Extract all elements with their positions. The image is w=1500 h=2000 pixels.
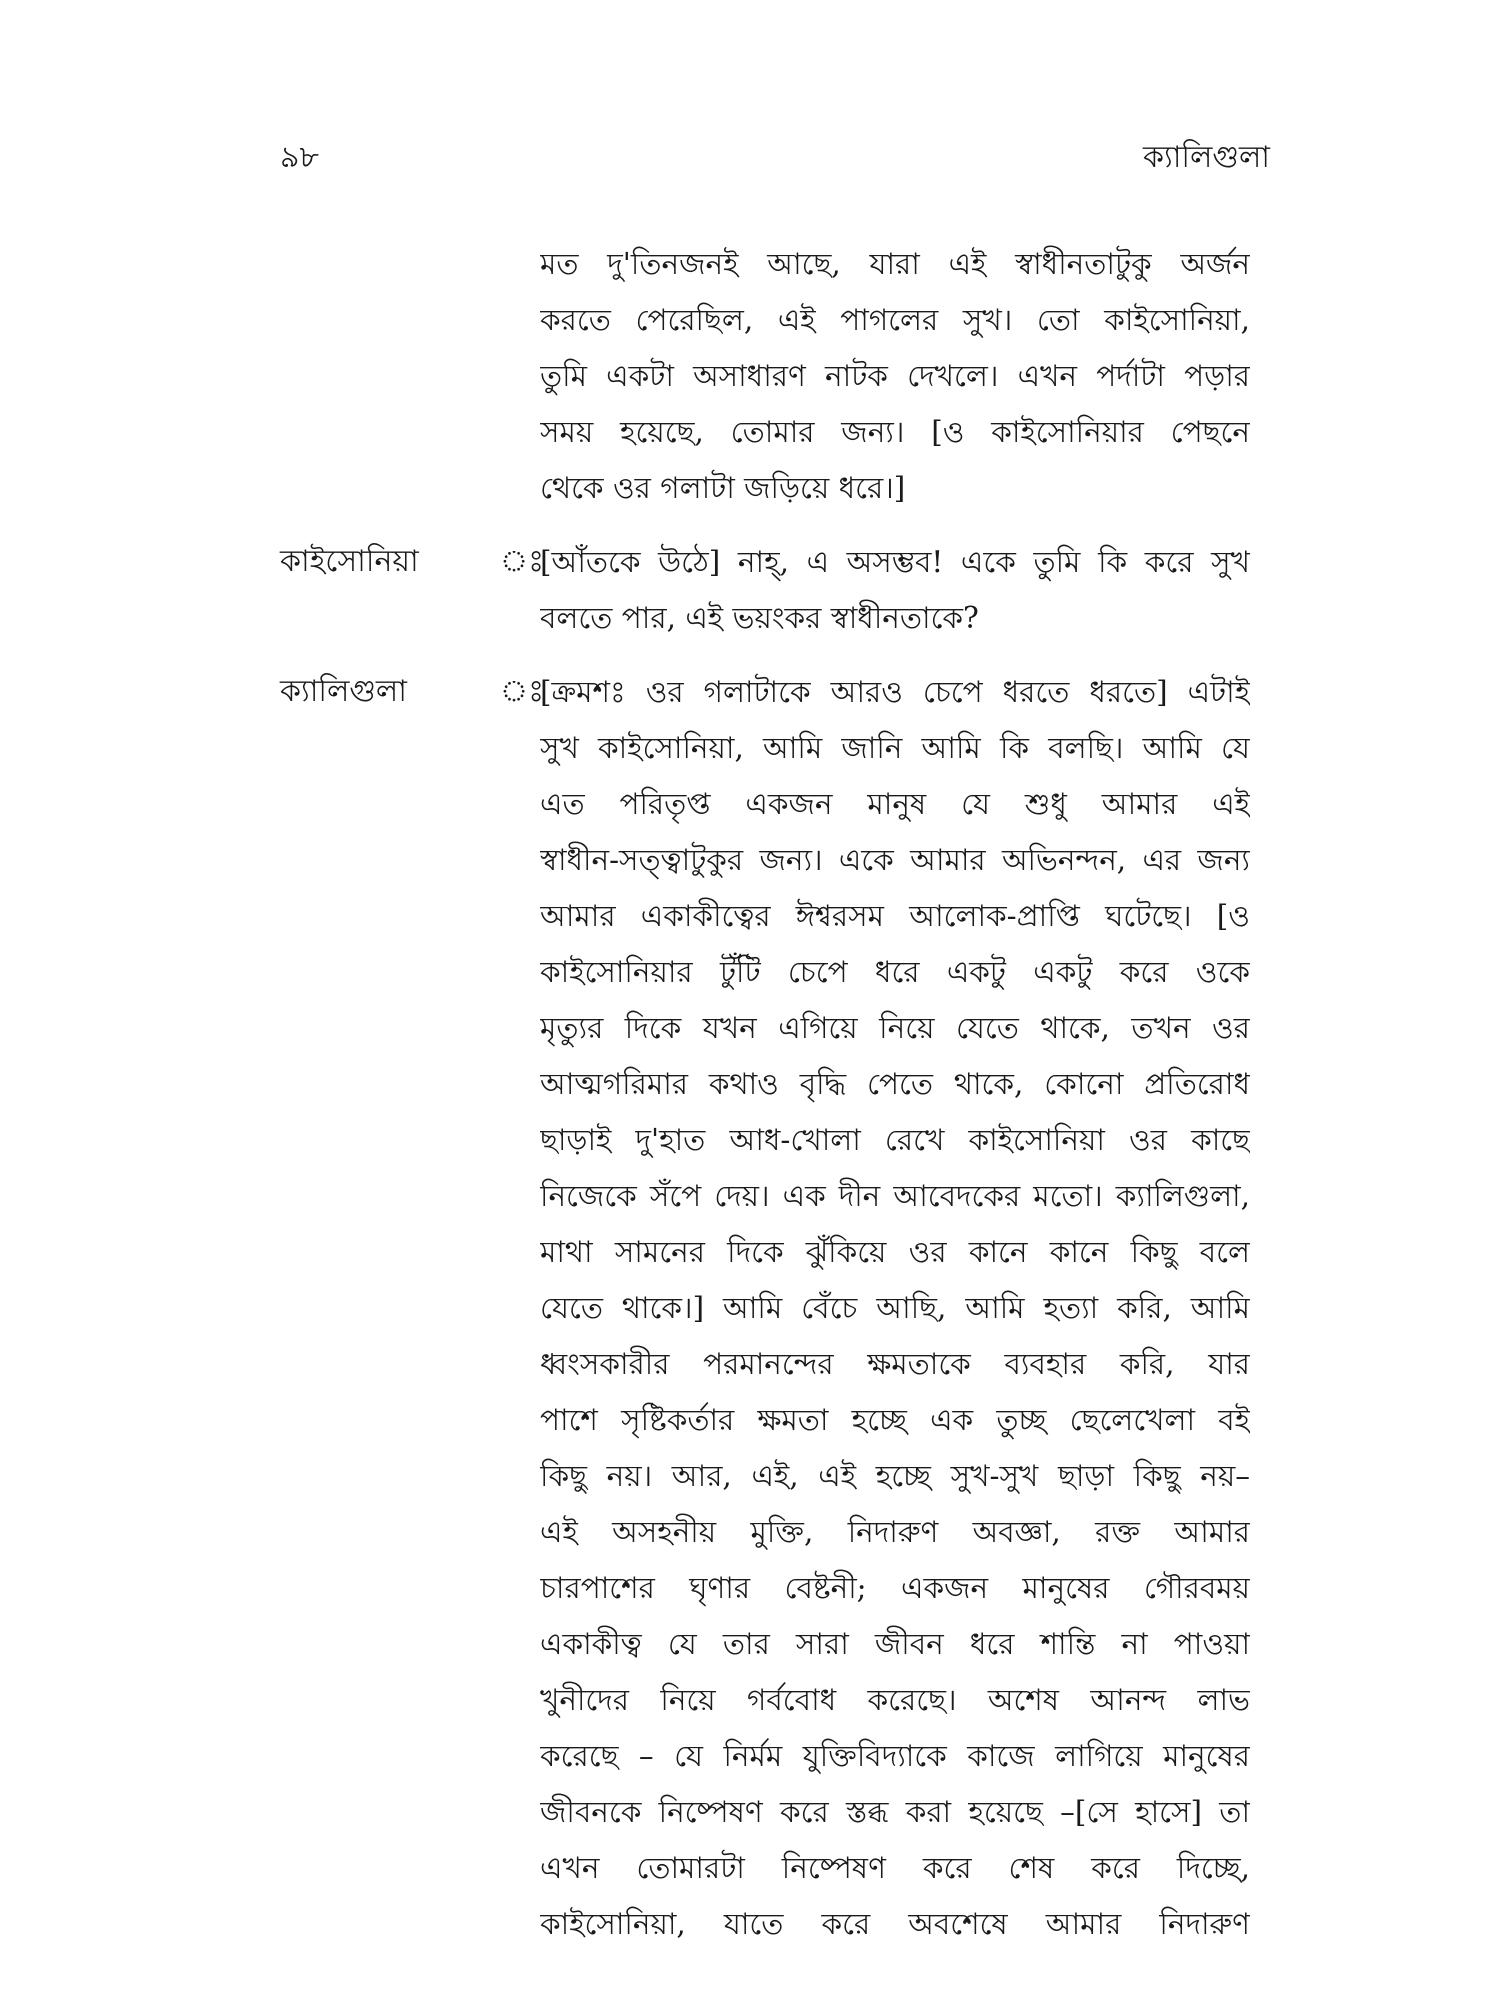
text-line: যেতে থাকে।] আমি বেঁচে আছি, আমি হত্যা করি, আমি [540, 1291, 1250, 1325]
text-line: স্বাধীন-সত্ত্বাটুকুর জন্য। একে আমার অভিনন্দন, এর জন্য [540, 843, 1250, 877]
text-line: কাইসোনিয়া, যাতে করে অবশেষে আমার নিদারুণ [540, 1907, 1250, 1941]
text-line: [ক্রমশঃ ওর গলাটাকে আরও চেপে ধরতে ধরতে] এটাই [540, 675, 1250, 709]
text-line: খুনীদের নিয়ে গর্ববোধ করেছে। অশেষ আনন্দ লাভ [540, 1683, 1250, 1717]
text-line: চারপাশের ঘৃণার বেষ্টনী; একজন মানুষের গৌরবময় [540, 1571, 1250, 1605]
dialogue-text [540, 534, 1250, 646]
text-line: আমার একাকীত্বের ঈশ্বরসম আলোক-প্রাপ্তি ঘটেছে। [ও [540, 899, 1250, 933]
text-line: সময় হয়েছে, তোমার জন্য। [ও কাইসোনিয়ার পেছনে [540, 415, 1250, 449]
text-line: পাশে সৃষ্টিকর্তার ক্ষমতা হচ্ছে এক তুচ্ছ ছেলেখেলা বই [540, 1403, 1250, 1437]
speaker-name: কাইসোনিয়া [280, 544, 419, 579]
text-line: তুমি একটা অসাধারণ নাটক দেখলে। এখন পর্দাটা পড়ার [540, 359, 1250, 393]
dialogue-text [540, 664, 1250, 1952]
text-line: করতে পেরেছিল, এই পাগলের সুখ। তো কাইসোনিয়া, [540, 303, 1250, 337]
text-line: মত দু'তিনজনই আছে, যারা এই স্বাধীনতাটুকু অর্জন [540, 247, 1250, 281]
text-line: এখন তোমারটা নিষ্পেষণ করে শেষ করে দিচ্ছে, [540, 1851, 1250, 1885]
speaker-name: ক্যালিগুলা [280, 674, 407, 709]
text-line: এত পরিতৃপ্ত একজন মানুষ যে শুধু আমার এই [540, 787, 1250, 821]
text-line: মৃত্যুর দিকে যখন এগিয়ে নিয়ে যেতে থাকে, তখন ওর [540, 1011, 1250, 1045]
text-line: কাইসোনিয়ার টুঁটি চেপে ধরে একটু একটু করে ওকে [540, 955, 1250, 989]
text-line: জীবনকে নিষ্পেষণ করে স্তব্ধ করা হয়েছে –[সে হাসে] তা [540, 1795, 1250, 1829]
text-line: বলতে পার, এই ভয়ংকর স্বাধীনতাকে? [540, 601, 979, 635]
text-line: থেকে ওর গলাটা জড়িয়ে ধরে।] [540, 471, 906, 505]
text-line: [আঁতকে উঠে] নাহ্, এ অসম্ভব! একে তুমি কি করে সুখ [540, 545, 1250, 579]
page-number: ৯৮ [280, 140, 319, 175]
speaker-separator: ঃ [500, 674, 545, 709]
text-line: মাথা সামনের দিকে ঝুঁকিয়ে ওর কানে কানে কিছু বলে [540, 1235, 1250, 1269]
text-line: কিছু নয়। আর, এই, এই হচ্ছে সুখ-সুখ ছাড়া কিছু নয়– [540, 1459, 1250, 1493]
text-line: ধ্বংসকারীর পরমানন্দের ক্ষমতাকে ব্যবহার করি, যার [540, 1347, 1250, 1381]
text-line: আত্মগরিমার কথাও বৃদ্ধি পেতে থাকে, কোনো প্রতিরোধ [540, 1067, 1250, 1101]
text-line: সুখ কাইসোনিয়া, আমি জানি আমি কি বলছি। আমি যে [540, 731, 1250, 765]
text-line: এই অসহনীয় মুক্তি, নিদারুণ অবজ্ঞা, রক্ত আমার [540, 1515, 1250, 1549]
dialogue-text [540, 236, 1250, 516]
running-header-title: ক্যালিগুলা [1143, 140, 1270, 175]
text-line: একাকীত্ব যে তার সারা জীবন ধরে শান্তি না পাওয়া [540, 1627, 1250, 1661]
text-line: ছাড়াই দু'হাত আধ-খোলা রেখে কাইসোনিয়া ওর কাছে [540, 1123, 1250, 1157]
text-line: করেছে – যে নির্মম যুক্তিবিদ্যাকে কাজে লাগিয়ে মানুষের [540, 1739, 1250, 1773]
speaker-separator: ঃ [500, 544, 545, 579]
text-line: নিজেকে সঁপে দেয়। এক দীন আবেদকের মতো। ক্যালিগুলা, [540, 1179, 1250, 1213]
